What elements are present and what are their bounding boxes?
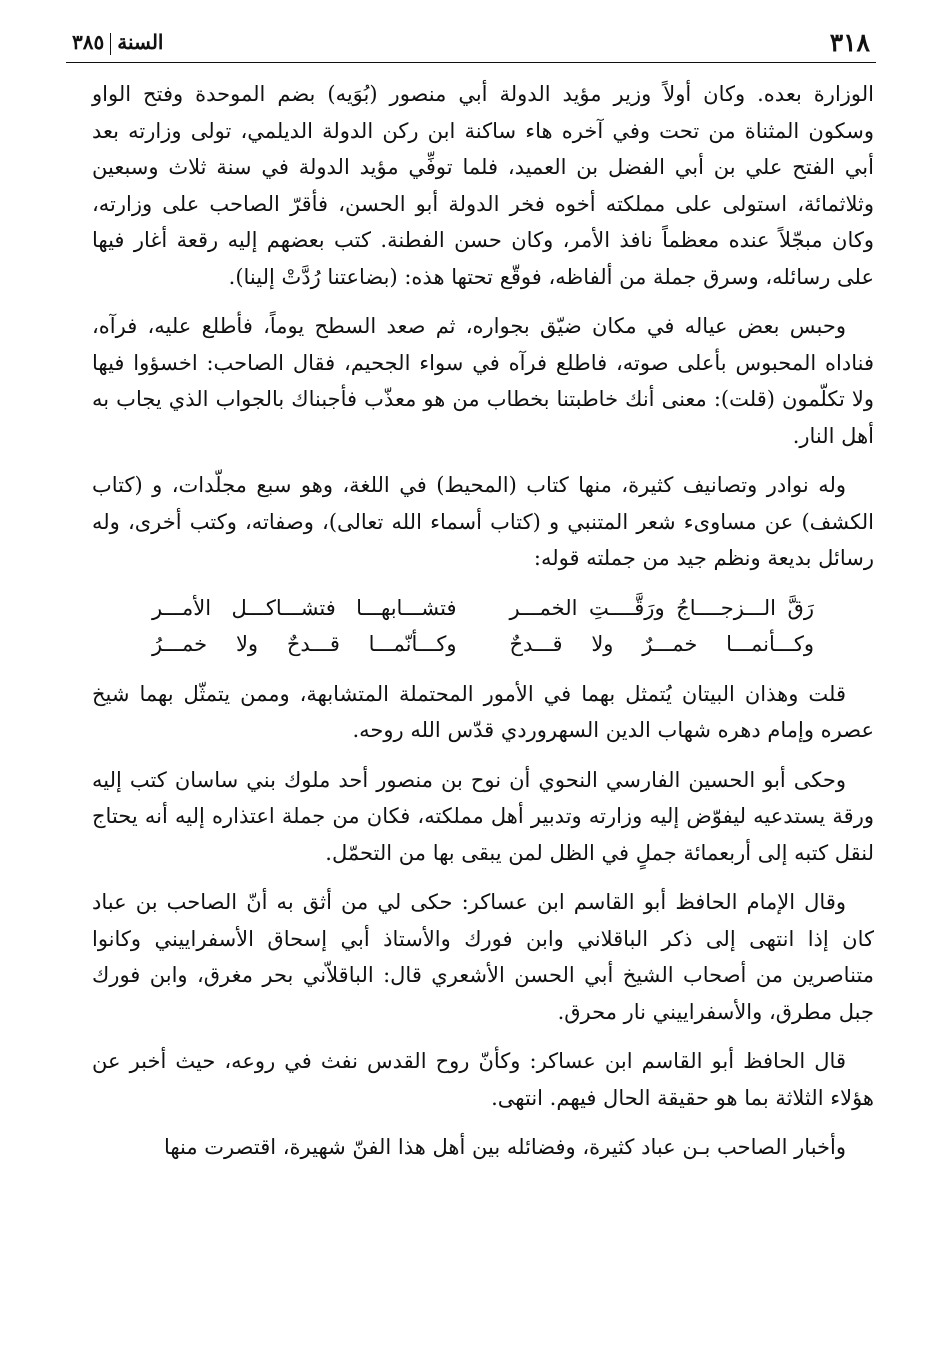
page-header bbox=[66, 24, 876, 63]
paragraph: قلت وهذان البيتان يُتمثل بهما في الأمور المحتملة المتشابهة، وممن يتمثّل بهما شيخ عصره وإمام دهره شهاب الدين السهروردي قدّس الله روحه. bbox=[92, 681, 874, 742]
running-title-label: السنة bbox=[117, 30, 164, 54]
poem-line bbox=[152, 626, 814, 662]
paragraph: وحبس بعض عياله في مكان ضيّق بجواره، ثم صعد السطح يوماً، فأطلع عليه، فرآه، فناداه المحبوس بأعلى صوته، فاطلع فرآه في سواء الجحيم، فقال الصاحب: اخسؤوا فيها ولا تكلّمون (قلت): معنى أنك خاطبتنا بخطاب من هو معذّب فأجبناك بالجواب الذي يجاب به أهل النار. bbox=[92, 314, 874, 448]
paragraph: وحكى أبو الحسين الفارسي النحوي أن نوح بن منصور أحد ملوك بني ساسان كتب إليه ورقة يستدعيه ليفوّض إليه وزارته وتدبير أهل مملكته، فكان من جملة اعتذاره إليه أنه يحتاج لنقل كتبه إلى أربعمائة جملٍ في الظل لمن يبقى بها من التحمّل. bbox=[92, 767, 874, 865]
poem-hemistich: وكـــأنّمـــا قـــدحٌ ولا خمـــرُ bbox=[152, 631, 457, 656]
poem bbox=[152, 590, 814, 662]
paragraph: الوزارة بعده. وكان أولاً وزير مؤيد الدولة أبي منصور (بُوَيه) بضم الموحدة وفتح الواو وسكون المثناة من تحت وفي آخره هاء ساكنة ابن ركن الدولة الديلمي، تولى وزارته بعد أبي الفتح علي بن أبي الفضل بن العميد، فلما توفِّي مؤيد الدولة في سنة ثلاث وسبعين وثلاثمائة، استولى على مملكته أخوه فخر الدولة أبو الحسن، فأقرّ الصاحب على وزارته، وكان مبجّلاً عنده معظماً نافذ الأمر، وكان حسن الفطنة. كتب بعضهم إليه رقعة أغار فيها على رسائله، وسرق جملة من ألفاظه، فوقّع تحتها هذه: (بضاعتنا رُدَّتْ إلينا). bbox=[92, 82, 874, 289]
poem-hemistich: فتشـــابهـــا فتشـــاكـــل الأمـــر bbox=[152, 595, 457, 620]
running-title-year: ٣٨٥ bbox=[72, 30, 105, 54]
page-number: ٣١٨ bbox=[829, 28, 870, 57]
paragraph: وأخبار الصاحب بـن عباد كثيرة، وفضائله بين أهل هذا الفنّ شهيرة، اقتصرت منها bbox=[163, 1135, 846, 1159]
header-divider bbox=[110, 33, 111, 55]
poem-hemistich: وكـــأنمـــا خمـــرٌ ولا قـــدحٌ bbox=[509, 631, 814, 656]
paragraph: قال الحافظ أبو القاسم ابن عساكر: وكأنّ روح القدس نفث في روعه، حيث أخبر عن هؤلاء الثلاثة بما هو حقيقة الحال فيهم. انتهى. bbox=[92, 1049, 874, 1110]
body-text bbox=[92, 76, 874, 1179]
paragraph: وله نوادر وتصانيف كثيرة، منها كتاب (المحيط) في اللغة، وهو سبع مجلّدات، و (كتاب الكشف) عن مساوىء شعر المتنبي و (كتاب أسماء الله تعالى)، وصفاته، وكتب أخرى، وله رسائل بديعة ونظم جيد من جملته قوله: bbox=[92, 473, 874, 570]
poem-line bbox=[152, 590, 814, 626]
paragraph: وقال الإمام الحافظ أبو القاسم ابن عساكر: حكى لي من أثق به أنّ الصاحب بن عباد كان إذا انتهى إلى ذكر الباقلاني وابن فورك والأستاذ أبي إسحاق الأسفراييني وكانوا متناصرين من أصحاب الشيخ أبي الحسن الأشعري قال: الباقلاّني بحر مغرق، وابن فورك جبل مطرق، والأسفراييني نار محرق. bbox=[92, 890, 874, 1024]
running-title bbox=[72, 30, 163, 55]
poem-hemistich: رَقَّ الـــزجــــاجُ ورَقَّــــتِ الخمـــر bbox=[509, 595, 814, 620]
